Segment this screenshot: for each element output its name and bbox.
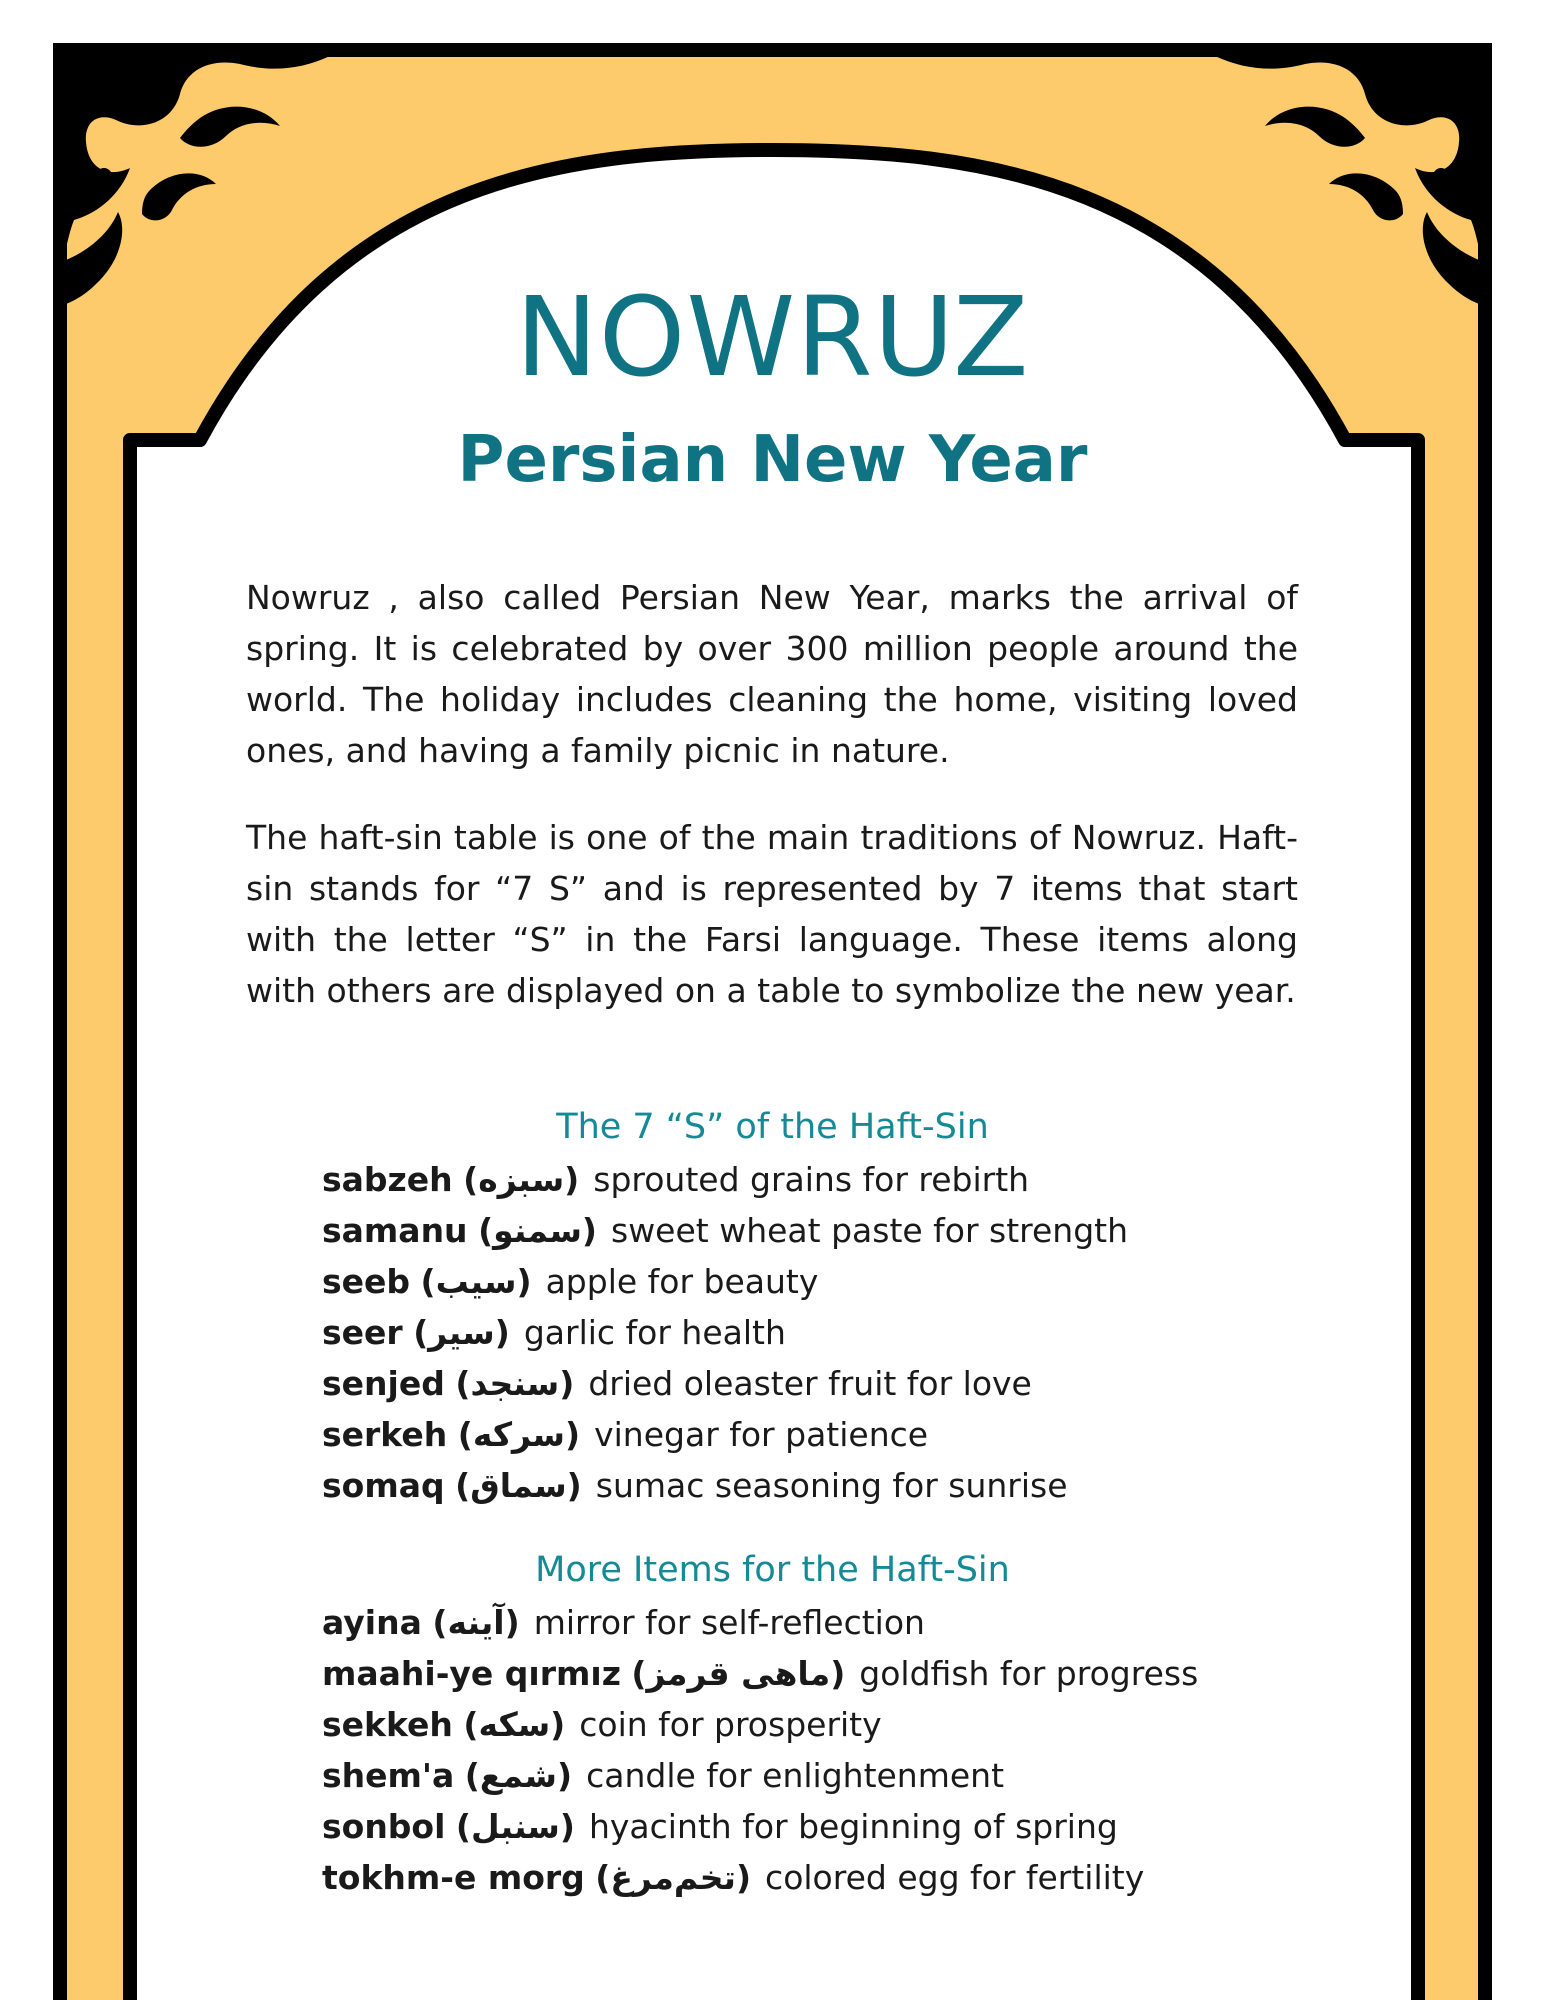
list-item xyxy=(322,1597,1322,1648)
item-description: hyacinth for beginning of spring xyxy=(588,1807,1118,1846)
item-description: vinegar for patience xyxy=(594,1415,929,1454)
item-term: seer xyxy=(322,1313,403,1352)
item-native-script: (سماق) xyxy=(455,1466,582,1505)
item-native-script: (سنبل) xyxy=(455,1807,575,1846)
item-term: serkeh xyxy=(322,1415,448,1454)
item-term: somaq xyxy=(322,1466,445,1505)
item-native-script: (سیر) xyxy=(413,1313,510,1352)
seven-s-list xyxy=(322,1154,1322,1511)
item-native-script: (شمع) xyxy=(464,1756,573,1795)
item-description: sprouted grains for rebirth xyxy=(593,1160,1030,1199)
item-term: maahi-ye qırmız xyxy=(322,1654,621,1693)
list-item xyxy=(322,1699,1322,1750)
list-item xyxy=(322,1460,1322,1511)
list-item xyxy=(322,1852,1322,1903)
item-description: mirror for self-reflection xyxy=(533,1603,925,1642)
page-subtitle: Persian New Year xyxy=(457,423,1088,497)
more-items-list xyxy=(322,1597,1322,1903)
item-native-script: (ماهی قرمز) xyxy=(631,1654,846,1693)
item-term: shem'a xyxy=(322,1756,455,1795)
item-native-script: (آینه) xyxy=(432,1603,520,1642)
item-native-script: (سکه) xyxy=(463,1705,566,1744)
more-items-heading: More Items for the Haft-Sin xyxy=(535,1550,1010,1590)
item-description: colored egg for fertility xyxy=(765,1858,1145,1897)
list-item xyxy=(322,1409,1322,1460)
item-term: tokhm-e morg xyxy=(322,1858,585,1897)
list-item xyxy=(322,1750,1322,1801)
seven-s-heading: The 7 “S” of the Haft-Sin xyxy=(556,1107,989,1147)
list-item xyxy=(322,1648,1322,1699)
list-item xyxy=(322,1154,1322,1205)
intro-paragraph-2: The haft-sin table is one of the main traditions of Nowruz. Haft-sin stands for “7 S” and is represented by 7 items that start with the letter “S” in the Farsi language. These items along with others are displayed on a table to symbolize the new year. xyxy=(246,818,1298,1010)
item-term: sonbol xyxy=(322,1807,446,1846)
item-native-script: (تخم‌مرغ) xyxy=(595,1858,752,1897)
list-item xyxy=(322,1256,1322,1307)
item-description: sweet wheat paste for strength xyxy=(611,1211,1129,1250)
list-item xyxy=(322,1307,1322,1358)
intro-paragraph-1: Nowruz , also called Persian New Year, marks the arrival of spring. It is celebrated by over 300 million people around the world. The holiday includes cleaning the home, visiting loved ones, and having a family picnic in nature. xyxy=(246,578,1298,770)
item-description: dried oleaster fruit for love xyxy=(588,1364,1032,1403)
item-native-script: (سیب) xyxy=(420,1262,532,1301)
item-native-script: (سبزه) xyxy=(463,1160,580,1199)
list-item xyxy=(322,1205,1322,1256)
item-term: sekkeh xyxy=(322,1705,453,1744)
item-description: goldfish for progress xyxy=(859,1654,1199,1693)
item-native-script: (سنجد) xyxy=(455,1364,575,1403)
item-term: ayina xyxy=(322,1603,422,1642)
item-term: samanu xyxy=(322,1211,468,1250)
item-description: garlic for health xyxy=(523,1313,786,1352)
item-description: sumac seasoning for sunrise xyxy=(595,1466,1068,1505)
item-description: candle for enlightenment xyxy=(586,1756,1005,1795)
item-native-script: (سرکه) xyxy=(457,1415,581,1454)
list-item xyxy=(322,1358,1322,1409)
item-description: coin for prosperity xyxy=(579,1705,882,1744)
item-term: seeb xyxy=(322,1262,411,1301)
item-term: sabzeh xyxy=(322,1160,453,1199)
item-description: apple for beauty xyxy=(545,1262,819,1301)
list-item xyxy=(322,1801,1322,1852)
item-native-script: (سمنو) xyxy=(478,1211,597,1250)
page-title: NOWRUZ xyxy=(515,273,1030,401)
item-term: senjed xyxy=(322,1364,445,1403)
